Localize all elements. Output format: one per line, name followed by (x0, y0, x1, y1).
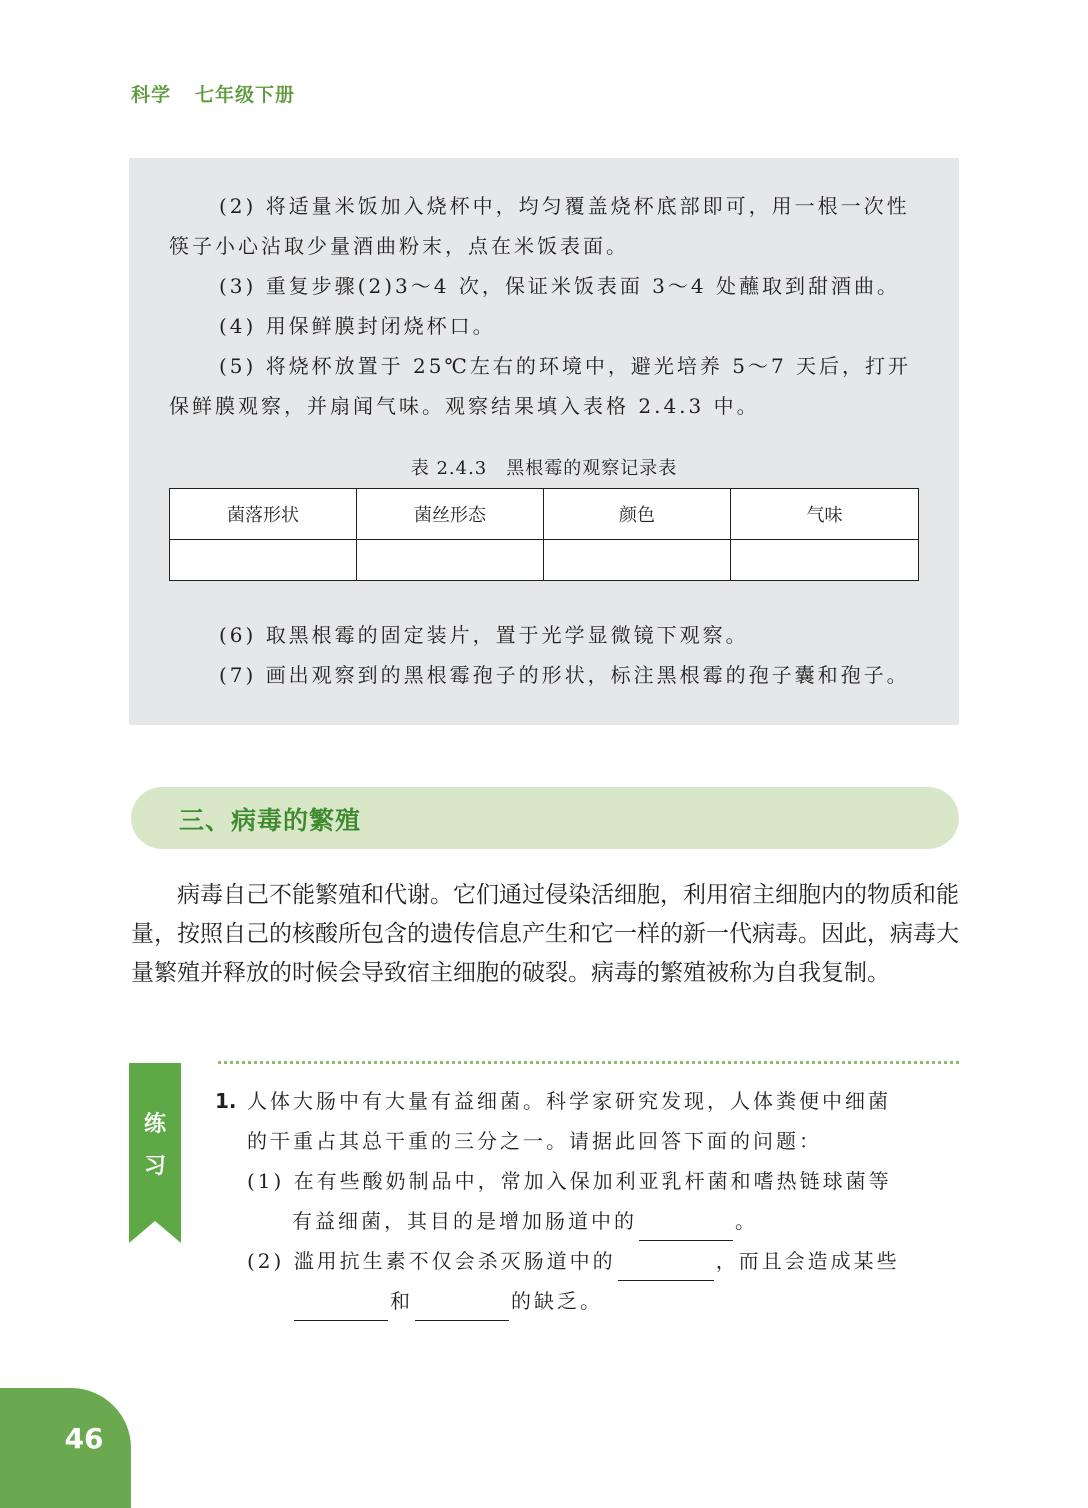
answer-blank[interactable] (415, 1292, 509, 1321)
experiment-box (129, 158, 959, 725)
question-2-line1 (247, 1241, 900, 1281)
table-header-cell: 菌丝形态 (357, 489, 544, 540)
table-cell-empty[interactable] (357, 540, 544, 581)
table-header-cell: 气味 (731, 489, 919, 540)
table-row (170, 540, 919, 581)
step-2: (2) 将适量米饭加入烧杯中，均匀覆盖烧杯底部即可，用一根一次性筷子小心沾取少量酒曲粉末，点在米饭表面。 (169, 194, 910, 258)
question-1-line2 (292, 1201, 758, 1241)
table-caption: 表 2.4.3 黑根霉的观察记录表 (410, 458, 678, 479)
observation-table (169, 488, 919, 581)
q2-text-mid: ，而且会造成某些 (715, 1249, 900, 1273)
answer-blank[interactable] (639, 1212, 733, 1241)
step-7: (7) 画出观察到的黑根霉孢子的形状，标注黑根霉的孢子囊和孢子。 (219, 663, 910, 687)
header-subject: 科学 (131, 84, 172, 106)
exercise-tab (129, 1063, 181, 1243)
section-title: 三、病毒的繁殖 (179, 806, 362, 835)
step-6: (6) 取黑根霉的固定装片，置于光学显微镜下观察。 (219, 623, 749, 647)
body-paragraph: 病毒自己不能繁殖和代谢。它们通过侵染活细胞，利用宿主细胞内的物质和能量，按照自己的核酸所包含的遗传信息产生和它一样的新一代病毒。因此，病毒大量繁殖并释放的时候会导致宿主细胞的破裂。病毒的繁殖被称为自我复制。 (131, 882, 959, 986)
step-5: (5) 将烧杯放置于 25℃左右的环境中，避光培养 5～7 天后，打开保鲜膜观察，并扇闻气味。观察结果填入表格 2.4.3 中。 (169, 354, 912, 418)
table-header-cell: 菌落形状 (170, 489, 357, 540)
dotted-divider (218, 1061, 959, 1064)
step-3: (3) 重复步骤(2)3～4 次，保证米饭表面 3～4 处蘸取到甜酒曲。 (219, 274, 900, 298)
tab-notch (129, 1221, 181, 1243)
exercise-stem-line1: 人体大肠中有大量有益细菌。科学家研究发现，人体粪便中细菌 (247, 1089, 891, 1113)
exercise-tab-char: 习 (143, 1154, 166, 1179)
exercise-tab-char: 练 (143, 1112, 166, 1137)
page-number-tab (0, 1388, 131, 1508)
section-banner (131, 787, 959, 849)
table-cell-empty[interactable] (731, 540, 919, 581)
page-number: 46 (64, 1422, 104, 1455)
q1-text: 有益细菌，其目的是增加肠道中的 (292, 1209, 637, 1233)
question-2-line2 (292, 1281, 603, 1321)
q2-text: (2) 滥用抗生素不仅会杀灭肠道中的 (247, 1249, 616, 1273)
q2-text-and: 和 (390, 1289, 413, 1313)
step-4: (4) 用保鲜膜封闭烧杯口。 (219, 314, 496, 338)
table-header-row (170, 489, 919, 540)
table-cell-empty[interactable] (170, 540, 357, 581)
q2-text-end: 的缺乏。 (511, 1289, 603, 1313)
exercise-stem-line2: 的干重占其总干重的三分之一。请据此回答下面的问题： (247, 1129, 822, 1153)
question-1-line1: (1) 在有些酸奶制品中，常加入保加利亚乳杆菌和嗜热链球菌等 (247, 1169, 892, 1193)
table-cell-empty[interactable] (544, 540, 731, 581)
header-book: 七年级下册 (195, 84, 296, 106)
q1-text-end: 。 (735, 1209, 758, 1233)
answer-blank[interactable] (618, 1252, 714, 1281)
exercise-number: 1. (215, 1089, 237, 1113)
running-header (131, 80, 295, 107)
answer-blank[interactable] (294, 1292, 388, 1321)
table-header-cell: 颜色 (544, 489, 731, 540)
